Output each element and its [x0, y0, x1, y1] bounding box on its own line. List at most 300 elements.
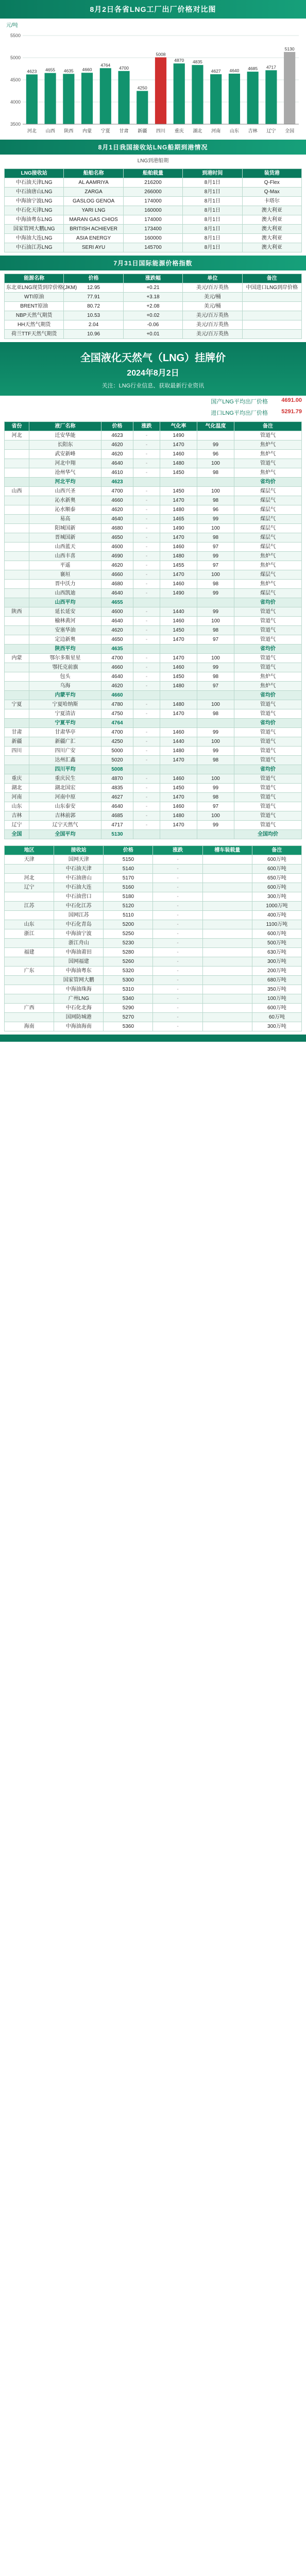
- chart-banner: 8月2日各省LNG工厂出厂价格对比图: [0, 0, 306, 19]
- ship-cell: 澳大利亚: [242, 234, 301, 243]
- main-cell: 99: [197, 821, 234, 830]
- tail-cell: 5280: [104, 948, 153, 957]
- tail-cell: 中海油粤东: [54, 967, 104, 976]
- main-cell: 管道气: [234, 728, 302, 737]
- main-cell: 河南: [5, 793, 29, 802]
- ship-cell: 174000: [123, 215, 182, 225]
- main-cell: -: [133, 802, 160, 811]
- tail-cell: 5180: [104, 892, 153, 902]
- ship-cell: 8月1日: [183, 178, 242, 188]
- tail-cell: 广东: [5, 967, 54, 976]
- tail-cell: 中石油大连: [54, 883, 104, 892]
- main-cell: 4750: [101, 709, 133, 719]
- energy-cell: 美元/百万英热: [183, 283, 242, 293]
- main-cell: [133, 645, 160, 654]
- x-tick-label: 吉林: [248, 128, 258, 133]
- main-cell: 4640: [101, 672, 133, 682]
- main-cell: -: [133, 821, 160, 830]
- main-header-2: 价格: [101, 422, 133, 431]
- main-cell: 鄂托克前旗: [29, 663, 101, 672]
- energy-row: [5, 330, 302, 339]
- main-cell: [5, 450, 29, 459]
- ship-cell: 澳大利亚: [242, 206, 301, 215]
- ship-cell: 266000: [123, 188, 182, 197]
- tail-cell: -: [153, 1004, 202, 1013]
- x-tick-label: 甘肃: [119, 128, 129, 133]
- main-cell: 4660: [101, 691, 133, 700]
- main-cell: 4680: [101, 580, 133, 589]
- x-tick-label: 宁夏: [100, 128, 110, 133]
- bar-重庆: [174, 63, 185, 124]
- main-row: [5, 765, 302, 774]
- main-cell: 延长延安: [29, 607, 101, 617]
- main-cell: 辽宁天然气: [29, 821, 101, 830]
- ship-cell: 8月1日: [183, 206, 242, 215]
- tail-cell: [202, 892, 252, 902]
- average-row: [0, 407, 306, 418]
- main-row: [5, 774, 302, 784]
- main-cell: 焦炉气: [234, 450, 302, 459]
- tail-cell: [202, 994, 252, 1004]
- main-row: [5, 607, 302, 617]
- main-cell: 煤层气: [234, 533, 302, 543]
- bar-内蒙: [81, 73, 93, 124]
- main-cell: 煤层气: [234, 570, 302, 580]
- main-cell: 山西蓝天: [29, 543, 101, 552]
- tail-cell: 1000万吨: [252, 902, 301, 911]
- main-cell: 陕西平均: [29, 645, 101, 654]
- main-cell: 山西: [5, 487, 29, 496]
- main-cell: 管道气: [234, 607, 302, 617]
- main-cell: 重庆: [5, 774, 29, 784]
- main-cell: [5, 617, 29, 626]
- tail-cell: 5260: [104, 957, 153, 967]
- tail-cell: 600万吨: [252, 865, 301, 874]
- bar-value-label: 5130: [284, 46, 295, 52]
- main-price-table: [4, 421, 302, 839]
- energy-row: [5, 283, 302, 293]
- main-cell: 4700: [101, 654, 133, 663]
- main-cell: 全国平均: [29, 830, 101, 839]
- main-cell: -: [133, 561, 160, 570]
- main-cell: [5, 756, 29, 765]
- tail-cell: 5360: [104, 1022, 153, 1031]
- ship-row: [5, 243, 302, 252]
- main-cell: 河北平均: [29, 478, 101, 487]
- energy-header-4: 备注: [242, 274, 301, 283]
- main-cell: [5, 672, 29, 682]
- main-cell: 1440: [160, 737, 197, 747]
- bar-value-label: 4685: [248, 66, 258, 72]
- main-cell: 4870: [101, 774, 133, 784]
- main-cell: [5, 478, 29, 487]
- main-cell: -: [133, 700, 160, 709]
- main-cell: 97: [197, 635, 234, 645]
- main-cell: 省均价: [234, 719, 302, 728]
- tail-row: [5, 865, 302, 874]
- tail-cell: 5160: [104, 883, 153, 892]
- main-cell: [133, 719, 160, 728]
- main-cell: -: [133, 626, 160, 635]
- x-tick-label: 湖北: [193, 128, 202, 133]
- main-cell: 4610: [101, 468, 133, 478]
- x-tick-label: 河北: [27, 128, 37, 133]
- main-cell: [197, 719, 234, 728]
- tail-cell: 5290: [104, 1004, 153, 1013]
- x-tick-label: 山东: [229, 128, 239, 133]
- tail-cell: 辽宁: [5, 883, 54, 892]
- main-cell: [197, 478, 234, 487]
- main-cell: 1440: [160, 607, 197, 617]
- energy-cell: 10.96: [64, 330, 123, 339]
- main-cell: 晋中沃力: [29, 580, 101, 589]
- ship-cell: 澳大利亚: [242, 243, 301, 252]
- tail-cell: -: [153, 976, 202, 985]
- main-cell: 新疆: [5, 737, 29, 747]
- tail-cell: 中海油莆田: [54, 948, 104, 957]
- main-cell: [160, 765, 197, 774]
- main-cell: 管道气: [234, 811, 302, 821]
- main-cell: 100: [197, 654, 234, 663]
- main-cell: [5, 765, 29, 774]
- main-cell: 4620: [101, 505, 133, 515]
- tail-header-1: 接收站: [54, 846, 104, 855]
- main-cell: 1470: [160, 756, 197, 765]
- bar-宁夏: [100, 68, 111, 124]
- energy-cell: BRENT原油: [5, 302, 64, 311]
- main-cell: 四川广安: [29, 747, 101, 756]
- main-cell: 管道气: [234, 774, 302, 784]
- main-cell: -: [133, 774, 160, 784]
- ship-cell: 中海油粤东LNG: [5, 215, 64, 225]
- main-cell: 4623: [101, 478, 133, 487]
- main-row: [5, 811, 302, 821]
- tail-cell: [5, 892, 54, 902]
- main-price-section: [0, 418, 306, 842]
- tail-cell: [202, 985, 252, 994]
- tail-cell: 5250: [104, 929, 153, 939]
- main-cell: 襄垣: [29, 570, 101, 580]
- main-row: [5, 793, 302, 802]
- ship-header-3: 到港时间: [183, 169, 242, 178]
- main-cell: 吉林前郭: [29, 811, 101, 821]
- tail-cell: 300万吨: [252, 892, 301, 902]
- main-cell: 4623: [101, 431, 133, 440]
- main-cell: 焦炉气: [234, 672, 302, 682]
- tail-cell: -: [153, 855, 202, 865]
- tail-row: [5, 976, 302, 985]
- tail-cell: -: [153, 957, 202, 967]
- ship-cell: BRITISH ACHIEVER: [64, 225, 123, 234]
- main-cell: 99: [197, 515, 234, 524]
- y-tick-label: 5000: [10, 55, 21, 60]
- main-cell: [160, 719, 197, 728]
- main-row: [5, 570, 302, 580]
- y-tick-label: 3500: [10, 122, 21, 127]
- tail-cell: 100万吨: [252, 994, 301, 1004]
- energy-cell: 美元/桶: [183, 293, 242, 302]
- main-cell: -: [133, 459, 160, 468]
- main-cell: 4620: [101, 450, 133, 459]
- main-cell: [5, 496, 29, 505]
- tail-cell: [202, 939, 252, 948]
- ship-cell: 8月1日: [183, 234, 242, 243]
- energy-cell: +0.21: [123, 283, 182, 293]
- tail-row: [5, 985, 302, 994]
- tail-cell: 1100万吨: [252, 920, 301, 929]
- main-cell: 4640: [101, 515, 133, 524]
- x-tick-label: 新疆: [138, 128, 147, 133]
- main-cell: 100: [197, 570, 234, 580]
- main-cell: [5, 515, 29, 524]
- main-cell: 1450: [160, 468, 197, 478]
- ship-cell: 145700: [123, 243, 182, 252]
- ship-cell: 澳大利亚: [242, 215, 301, 225]
- tail-cell: [5, 1013, 54, 1022]
- hero-date: 2024年8月2日: [127, 369, 179, 378]
- main-cell: [5, 552, 29, 561]
- main-cell: 1470: [160, 496, 197, 505]
- main-cell: 4650: [101, 635, 133, 645]
- energy-header-3: 单位: [183, 274, 242, 283]
- energy-row: [5, 293, 302, 302]
- ship-table-section: [0, 165, 306, 256]
- ship-subtitle: LNG到港船期: [137, 158, 169, 164]
- tail-cell: 5200: [104, 920, 153, 929]
- main-cell: [5, 561, 29, 570]
- ship-cell: 8月1日: [183, 188, 242, 197]
- bar-陕西: [63, 74, 74, 124]
- main-cell: 4627: [101, 793, 133, 802]
- main-cell: 新疆广汇: [29, 737, 101, 747]
- tail-cell: 中石化北海: [54, 1004, 104, 1013]
- tail-cell: 浙江舟山: [54, 939, 104, 948]
- ship-cell: 澳大利亚: [242, 225, 301, 234]
- main-cell: 96: [197, 505, 234, 515]
- main-row: [5, 459, 302, 468]
- main-cell: 管道气: [234, 654, 302, 663]
- main-cell: -: [133, 524, 160, 533]
- ship-row: [5, 178, 302, 188]
- bar-value-label: 4870: [174, 58, 184, 63]
- ship-cell: 160000: [123, 206, 182, 215]
- main-row: [5, 682, 302, 691]
- main-row: [5, 440, 302, 450]
- main-cell: 97: [197, 682, 234, 691]
- main-cell: 焦炉气: [234, 440, 302, 450]
- main-cell: [5, 663, 29, 672]
- main-cell: [5, 459, 29, 468]
- main-cell: -: [133, 589, 160, 598]
- tail-cell: [5, 994, 54, 1004]
- price-bar-chart: [4, 28, 302, 137]
- tail-cell: 600万吨: [252, 855, 301, 865]
- main-cell: 山西平均: [29, 598, 101, 607]
- main-cell: [5, 682, 29, 691]
- price-chart-container: [0, 19, 306, 140]
- tail-row: [5, 911, 302, 920]
- main-cell: 98: [197, 468, 234, 478]
- main-cell: 4680: [101, 524, 133, 533]
- main-cell: 98: [197, 626, 234, 635]
- main-cell: [133, 598, 160, 607]
- main-cell: [5, 709, 29, 719]
- ship-cell: 8月1日: [183, 215, 242, 225]
- main-header-1: 液厂名称: [29, 422, 101, 431]
- main-cell: 省均价: [234, 645, 302, 654]
- main-cell: 1490: [160, 589, 197, 598]
- main-cell: 河南中原: [29, 793, 101, 802]
- main-cell: 甘肃: [5, 728, 29, 737]
- main-cell: -: [133, 515, 160, 524]
- main-cell: 1480: [160, 505, 197, 515]
- tail-cell: [202, 874, 252, 883]
- main-cell: -: [133, 440, 160, 450]
- ship-cell: Q-Flex: [242, 178, 301, 188]
- main-cell: 内蒙平均: [29, 691, 101, 700]
- tail-cell: 国家管网大鹏: [54, 976, 104, 985]
- main-cell: [197, 598, 234, 607]
- main-cell: [5, 543, 29, 552]
- energy-cell: HH天然气期货: [5, 320, 64, 330]
- bar-value-label: 5008: [156, 52, 166, 57]
- main-cell: 省均价: [234, 765, 302, 774]
- main-cell: 包头: [29, 672, 101, 682]
- main-cell: 宁夏清洁: [29, 709, 101, 719]
- hero-subtitle: 关注：LNG行业信息、获取最新行业资讯: [101, 383, 205, 389]
- tail-cell: 国网福建: [54, 957, 104, 967]
- tail-cell: 5270: [104, 1013, 153, 1022]
- tail-cell: 5150: [104, 855, 153, 865]
- main-cell: [160, 478, 197, 487]
- main-cell: 100: [197, 487, 234, 496]
- tail-cell: -: [153, 902, 202, 911]
- tail-cell: 600万吨: [252, 883, 301, 892]
- tail-cell: 国网防城港: [54, 1013, 104, 1022]
- main-cell: 榆林黄河: [29, 617, 101, 626]
- tail-cell: 中石油唐山: [54, 874, 104, 883]
- tail-cell: -: [153, 929, 202, 939]
- main-cell: 煤层气: [234, 505, 302, 515]
- main-cell: 省均价: [234, 478, 302, 487]
- main-cell: -: [133, 487, 160, 496]
- main-cell: 宁夏哈纳斯: [29, 700, 101, 709]
- main-cell: 4600: [101, 543, 133, 552]
- bar-value-label: 4700: [119, 65, 129, 71]
- main-cell: [197, 830, 234, 839]
- average-label: 进口LNG平均出厂价格: [211, 410, 268, 416]
- main-cell: 1460: [160, 580, 197, 589]
- tail-cell: [202, 929, 252, 939]
- energy-cell: 77.91: [64, 293, 123, 302]
- bar-湖北: [192, 65, 203, 124]
- main-cell: 1460: [160, 450, 197, 459]
- bar-value-label: 4717: [266, 64, 276, 70]
- main-row: [5, 543, 302, 552]
- main-cell: 管道气: [234, 617, 302, 626]
- energy-cell: 东北亚LNG现货到岸价格(JKM): [5, 283, 64, 293]
- ship-row: [5, 188, 302, 197]
- energy-cell: 80.72: [64, 302, 123, 311]
- energy-header-2: 涨跌幅: [123, 274, 182, 283]
- bar-value-label: 4764: [100, 62, 111, 68]
- x-tick-label: 四川: [156, 128, 166, 133]
- main-row: [5, 561, 302, 570]
- main-cell: 99: [197, 663, 234, 672]
- average-label: 国产LNG平均出厂价格: [211, 399, 268, 405]
- tail-cell: 5230: [104, 939, 153, 948]
- ship-cell: 8月1日: [183, 243, 242, 252]
- main-cell: 定边新奥: [29, 635, 101, 645]
- main-cell: 1470: [160, 793, 197, 802]
- tail-cell: 中石油天津: [54, 865, 104, 874]
- main-cell: 4655: [101, 598, 133, 607]
- main-row: [5, 784, 302, 793]
- main-row: [5, 496, 302, 505]
- tail-cell: 海南: [5, 1022, 54, 1031]
- tail-cell: 国网江苏: [54, 911, 104, 920]
- energy-cell: [242, 320, 301, 330]
- main-cell: 内蒙: [5, 654, 29, 663]
- tail-cell: [5, 957, 54, 967]
- ship-cell: 中海油大连LNG: [5, 234, 64, 243]
- main-cell: 沁水顺泰: [29, 505, 101, 515]
- main-cell: -: [133, 737, 160, 747]
- main-cell: -: [133, 496, 160, 505]
- main-cell: 宁夏平均: [29, 719, 101, 728]
- main-cell: 1450: [160, 784, 197, 793]
- main-cell: 乌海: [29, 682, 101, 691]
- tail-cell: [5, 985, 54, 994]
- main-cell: 98: [197, 580, 234, 589]
- tail-cell: 200万吨: [252, 967, 301, 976]
- main-cell: -: [133, 682, 160, 691]
- ship-cell: 中石化天津LNG: [5, 206, 64, 215]
- main-row: [5, 747, 302, 756]
- tail-row: [5, 874, 302, 883]
- main-cell: -: [133, 468, 160, 478]
- energy-cell: +0.01: [123, 330, 182, 339]
- energy-cell: -0.06: [123, 320, 182, 330]
- main-cell: 5130: [101, 830, 133, 839]
- ship-cell: 160000: [123, 234, 182, 243]
- main-cell: 安塞华油: [29, 626, 101, 635]
- tail-row: [5, 1013, 302, 1022]
- tail-cell: 600万吨: [252, 929, 301, 939]
- tail-cell: 60万吨: [252, 1013, 301, 1022]
- bar-value-label: 4835: [193, 59, 202, 65]
- tail-cell: [202, 957, 252, 967]
- tail-cell: [5, 865, 54, 874]
- main-cell: 1470: [160, 533, 197, 543]
- main-row: [5, 533, 302, 543]
- tail-row: [5, 948, 302, 957]
- main-cell: 4620: [101, 561, 133, 570]
- main-cell: 河北中翔: [29, 459, 101, 468]
- main-row: [5, 515, 302, 524]
- ship-header-2: 船舶载量: [123, 169, 182, 178]
- tail-row: [5, 920, 302, 929]
- tail-cell: 300万吨: [252, 1022, 301, 1031]
- tail-cell: 中石化江苏: [54, 902, 104, 911]
- main-cell: [5, 468, 29, 478]
- main-cell: [5, 570, 29, 580]
- ship-row: [5, 234, 302, 243]
- main-cell: 4717: [101, 821, 133, 830]
- tail-cell: 山东: [5, 920, 54, 929]
- main-cell: 4780: [101, 700, 133, 709]
- main-cell: 山西兴圣: [29, 487, 101, 496]
